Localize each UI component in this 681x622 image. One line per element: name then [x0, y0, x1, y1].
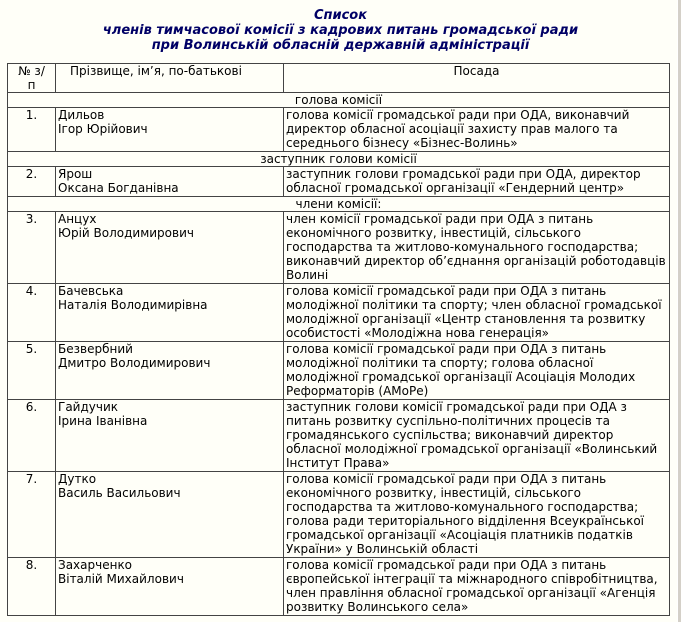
member-name [56, 212, 284, 284]
table-row [8, 472, 670, 558]
member-name [56, 400, 284, 472]
member-given-names: Юрій Володимирович [58, 226, 194, 240]
header-name: Прізвище, ім’я, по-батькові [56, 64, 284, 93]
member-position: голова комісії громадської ради при ОДА з питань молодіжної політики та спорту; голова обласної молодіжної громадської організації Асоціація Молодих Реформаторів (АМоРе) [284, 342, 670, 400]
row-num: 4. [8, 284, 56, 342]
table-row [8, 108, 670, 152]
row-num: 1. [8, 108, 56, 152]
member-given-names: Дмитро Володимирович [58, 356, 211, 370]
table-row [8, 558, 670, 616]
member-given-names: Василь Васильович [58, 486, 181, 500]
member-given-names: Оксана Богданівна [58, 181, 179, 195]
member-name [56, 284, 284, 342]
header-position: Посада [284, 64, 670, 93]
member-surname: Бачевська [58, 284, 124, 298]
member-given-names: Наталія Володимирівна [58, 298, 208, 312]
section-label-head: голова комісії [8, 93, 670, 108]
member-surname: Дильов [58, 108, 105, 122]
member-name [56, 472, 284, 558]
member-name [56, 167, 284, 197]
section-label-deputy: заступник голови комісії [8, 152, 670, 167]
document-title [0, 0, 681, 53]
member-name [56, 342, 284, 400]
window-scrollbar-edge[interactable] [677, 0, 681, 622]
member-position: голова комісії громадської ради при ОДА з питань європейської інтеграції та міжнародного співробітництва, член правління обласної громадської організації «Агенція розвитку Волинського села» [284, 558, 670, 616]
member-surname: Дутко [58, 472, 97, 486]
member-position: заступник голови комісії громадської ради при ОДА з питань розвитку суспільно-політичних процесів та громадянського суспільства; виконавчий директор обласної молодіжної громадської організації «Волинський Інститут Права» [284, 400, 670, 472]
row-num: 8. [8, 558, 56, 616]
member-surname: Захарченко [58, 558, 133, 572]
members-table [7, 63, 670, 616]
member-position: член комісії громадської ради при ОДА з питань економічного розвитку, інвестицій, сільського господарства та житлово-комунального господарства; виконавчий директор об’єднання організацій роботодавців Волині [284, 212, 670, 284]
title-line-1: Список [313, 8, 368, 23]
member-name [56, 558, 284, 616]
section-row-head [8, 93, 670, 108]
member-surname: Безвербний [58, 342, 133, 356]
table-header-row [8, 64, 670, 93]
row-num: 7. [8, 472, 56, 558]
section-label-members: члени комісії: [8, 197, 670, 212]
member-position: заступник голови громадської ради при ОДА, директор обласної громадської організації «Гендерний центр» [284, 167, 670, 197]
row-num: 2. [8, 167, 56, 197]
member-position: голова комісії громадської ради при ОДА з питань молодіжної політики та спорту; член обласної громадської молодіжної організації «Центр становлення та розвитку особистості «Молодіжна нова генерація» [284, 284, 670, 342]
member-surname: Гайдучик [58, 400, 119, 414]
member-name [56, 108, 284, 152]
member-given-names: Ірина Іванівна [58, 414, 148, 428]
table-row [8, 167, 670, 197]
table-row [8, 400, 670, 472]
member-given-names: Ігор Юрійович [58, 122, 148, 136]
header-num: № з/п [8, 64, 56, 93]
section-row-members [8, 197, 670, 212]
member-given-names: Віталій Михайлович [58, 572, 184, 586]
table-row [8, 284, 670, 342]
title-line-2: членів тимчасової комісії з кадрових питань громадської ради [102, 23, 579, 38]
row-num: 3. [8, 212, 56, 284]
table-row [8, 342, 670, 400]
table-row [8, 212, 670, 284]
row-num: 5. [8, 342, 56, 400]
member-surname: Ярош [58, 167, 93, 181]
title-line-3: при Волинській обласній державній адміністрації [151, 38, 530, 53]
row-num: 6. [8, 400, 56, 472]
member-surname: Анцух [58, 212, 97, 226]
section-row-deputy [8, 152, 670, 167]
member-position: голова комісії громадської ради при ОДА з питань економічного розвитку, інвестицій, сільського господарства та житлово-комунального господарства; голова ради територіального відділення Всеукраїнської громадської організації «Асоціація платників податків України» у Волинській області [284, 472, 670, 558]
member-position: голова комісії громадської ради при ОДА, виконавчий директор обласної асоціації захисту прав малого та середнього бізнесу «Бізнес-Волинь» [284, 108, 670, 152]
